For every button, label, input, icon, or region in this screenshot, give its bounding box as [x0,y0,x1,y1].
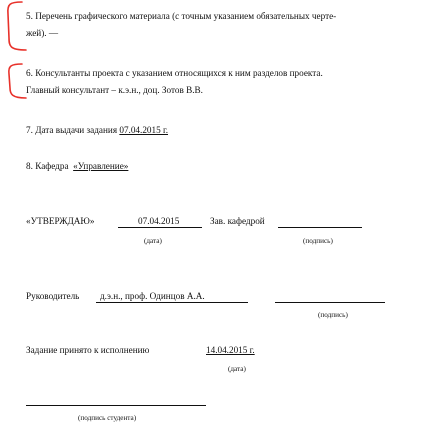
approve-date-line [118,227,202,228]
head-of-department-label: Зав. кафедрой [210,216,265,226]
issue-date-value: 07.04.2015 г. [119,125,169,135]
accepted-date: 14.04.2015 г. [206,345,255,355]
item6-line2: Главный консультант – к.э.н., доц. Зотов В.В. [26,85,203,95]
supervisor-signature-caption: (подпись) [318,311,348,319]
item6-line1: 6. Консультанты проекта с указанием относящихся к ним разделов проекта. [26,68,323,78]
supervisor-name-line [96,302,248,303]
head-signature-caption: (подпись) [303,237,333,245]
approve-label: «УТВЕРЖДАЮ» [26,216,95,226]
item5-line1: 5. Перечень графического материала (с точным указанием обязательных черте- [26,11,337,21]
student-signature-line [26,405,206,406]
supervisor-name: д.э.н., проф. Одинцов А.А. [100,291,205,301]
issue-date-label: 7. Дата выдачи задания [26,125,118,135]
supervisor-label: Руководитель [26,291,80,301]
supervisor-signature-line [275,302,385,303]
accepted-date-caption: (дата) [228,365,246,373]
head-signature-line [278,227,362,228]
approve-date-caption: (дата) [144,237,162,245]
approve-date: 07.04.2015 [138,216,180,226]
student-signature-caption: (подпись студента) [78,414,137,422]
issue-date-row [26,124,168,136]
department-value: «Управление» [73,161,129,171]
red-bracket-icon [0,58,30,108]
item5-line2: жей). — [26,28,59,38]
department-row [26,160,128,172]
department-label: 8. Кафедра [26,161,69,171]
accepted-label: Задание принято к исполнению [26,345,150,355]
